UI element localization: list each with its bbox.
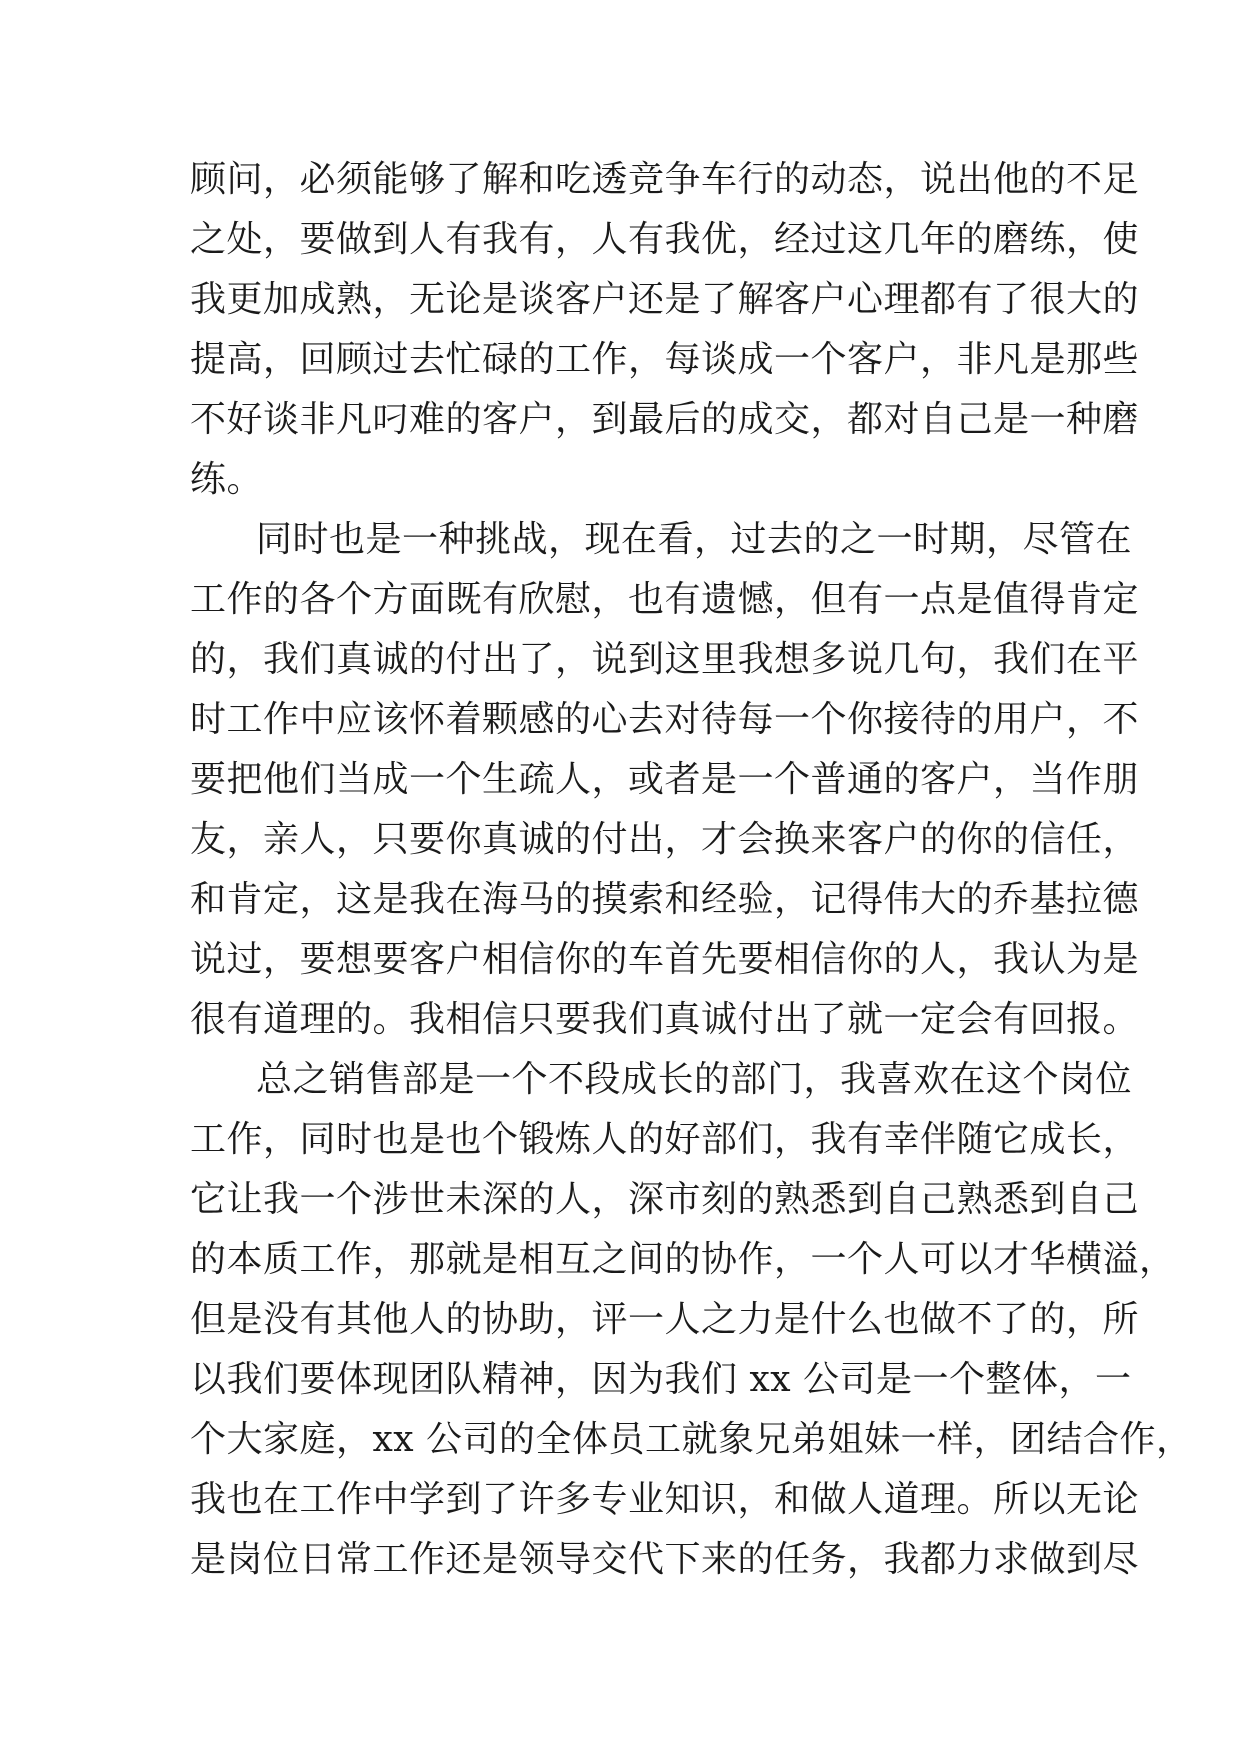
text-line: 说过，要想要客户相信你的车首先要相信你的人，我认为是 — [190, 939, 1140, 980]
text-line: 要把他们当成一个生疏人，或者是一个普通的客户，当作朋 — [190, 759, 1140, 800]
text-line: 和肯定，这是我在海马的摸索和经验，记得伟大的乔基拉德 — [190, 879, 1140, 920]
text-line: 以我们要体现团队精神，因为我们 xx 公司是一个整体，一 — [190, 1359, 1132, 1400]
text-line: 但是没有其他人的协助，评一人之力是什么也做不了的，所 — [190, 1299, 1140, 1340]
text-line: 练。 — [190, 459, 264, 500]
body-text — [190, 150, 1193, 1590]
text-line: 个大家庭，xx 公司的全体员工就象兄弟姐妹一样，团结合作， — [190, 1419, 1193, 1460]
text-line: 之处，要做到人有我有，人有我优，经过这几年的磨练，使 — [190, 219, 1140, 260]
text-line: 时工作中应该怀着颗感的心去对待每一个你接待的用户，不 — [190, 699, 1140, 740]
text-line: 它让我一个涉世未深的人，深市刻的熟悉到自己熟悉到自己 — [190, 1179, 1140, 1220]
text-line: 我更加成熟，无论是谈客户还是了解客户心理都有了很大的 — [190, 279, 1140, 320]
text-line: 工作的各个方面既有欣慰，也有遗憾，但有一点是值得肯定 — [190, 579, 1140, 620]
paragraph-first-line: 总之销售部是一个不段成长的部门，我喜欢在这个岗位 — [256, 1059, 1133, 1100]
text-line: 很有道理的。我相信只要我们真诚付出了就一定会有回报。 — [190, 999, 1140, 1040]
text-line: 我也在工作中学到了许多专业知识，和做人道理。所以无论 — [190, 1479, 1140, 1520]
text-line: 的，我们真诚的付出了，说到这里我想多说几句，我们在平 — [190, 639, 1140, 680]
paragraph-first-line: 同时也是一种挑战，现在看，过去的之一时期，尽管在 — [256, 519, 1133, 560]
text-line: 提高，回顾过去忙碌的工作，每谈成一个客户，非凡是那些 — [190, 339, 1140, 380]
text-line: 友，亲人，只要你真诚的付出，才会换来客户的你的信任， — [190, 819, 1140, 860]
text-line: 是岗位日常工作还是领导交代下来的任务，我都力求做到尽 — [190, 1539, 1140, 1580]
text-line: 的本质工作，那就是相互之间的协作，一个人可以才华横溢， — [190, 1239, 1176, 1280]
text-line: 不好谈非凡叼难的客户，到最后的成交，都对自己是一种磨 — [190, 399, 1140, 440]
text-line: 顾问，必须能够了解和吃透竞争车行的动态，说出他的不足 — [190, 159, 1140, 200]
text-line: 工作，同时也是也个锻炼人的好部们，我有幸伴随它成长， — [190, 1119, 1140, 1160]
